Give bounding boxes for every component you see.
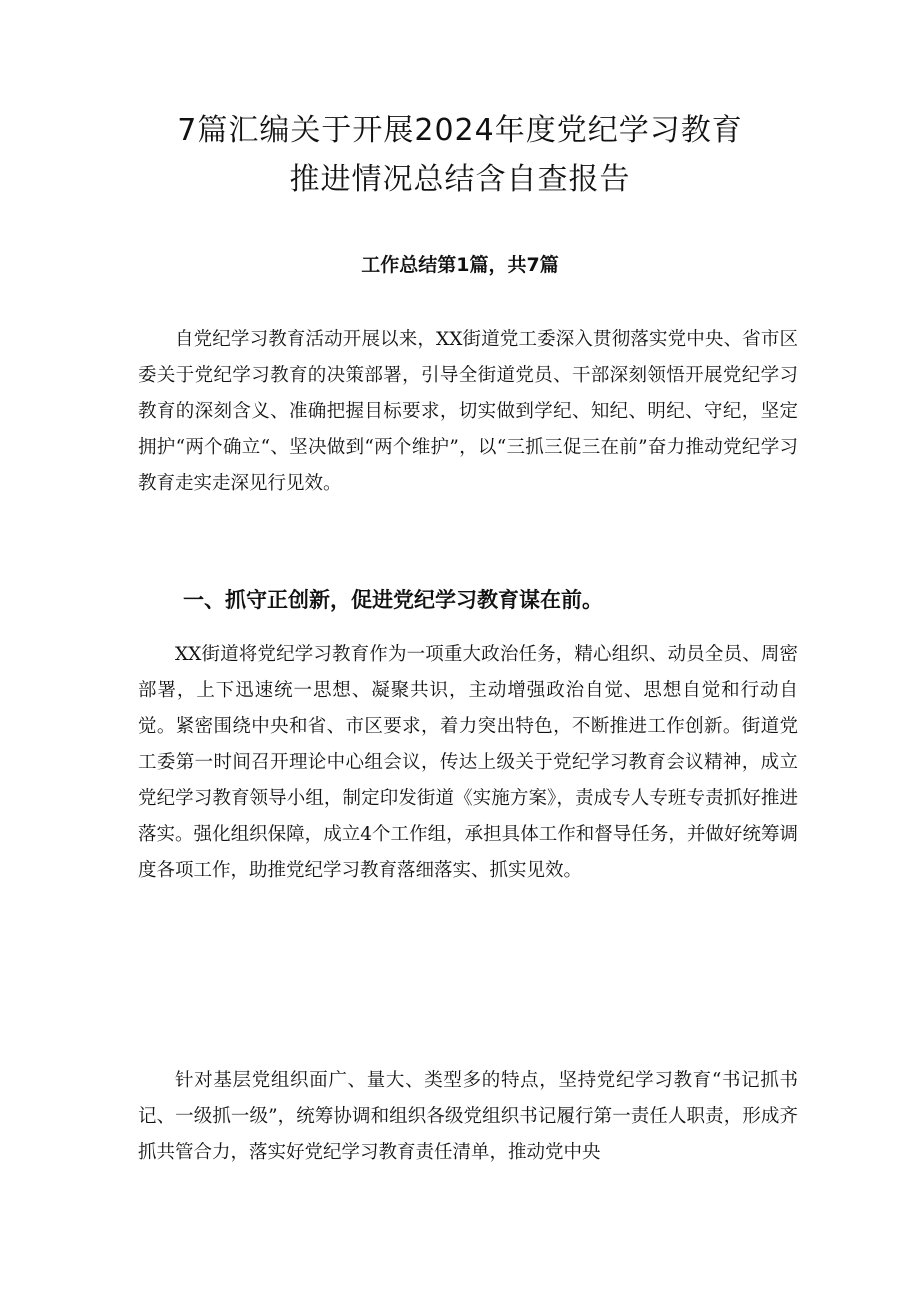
- paragraph-section1-continued: 针对基层党组织面广、量大、类型多的特点，坚持党纪学习教育“书记抓书记、一级抓一级”，统筹协调和组织各级党组织书记履行第一责任人职责，形成齐抓共管合力，落实好党纪学习教育责任清单，推动党中央: [138, 1070, 798, 1163]
- paragraph-section1-body: XX街道将党纪学习教育作为一项重大政治任务，精心组织、动员全员、周密部署，上下迅速统一思想、凝聚共识，主动增强政治自觉、思想自觉和行动自觉。紧密围绕中央和省、市区要求，着力突出特色，不断推进工作创新。街道党工委第一时间召开理论中心组会议，传达上级关于党纪学习教育会议精神，成立党纪学习教育领导小组，制定印发街道《实施方案》，责成专人专班专责抓好推进落实。强化组织保障，成立4个工作组，承担具体工作和督导任务，并做好统筹调度各项工作，助推党纪学习教育落细落实、抓实见效。: [138, 644, 798, 881]
- document-title-line2: 推进情况总结含自查报告: [289, 162, 631, 197]
- document-title-line1: 7篇汇编关于开展2024年度党纪学习教育: [177, 113, 743, 148]
- paragraph-intro: 自党纪学习教育活动开展以来，XX街道党工委深入贯彻落实党中央、省市区委关于党纪学习教育的决策部署，引导全街道党员、干部深刻领悟开展党纪学习教育的深刻含义、准确把握目标要求，切实做到学纪、知纪、明纪、守纪，坚定拥护“两个确立“、坚决做到“两个维护”，以“三抓三促三在前”奋力推动党纪学习教育走实走深见行见效。: [138, 329, 798, 494]
- section-heading-1: 一、抓守正创新，促进党纪学习教育谋在前。: [183, 588, 603, 612]
- document-subtitle: 工作总结第1篇，共7篇: [361, 254, 559, 276]
